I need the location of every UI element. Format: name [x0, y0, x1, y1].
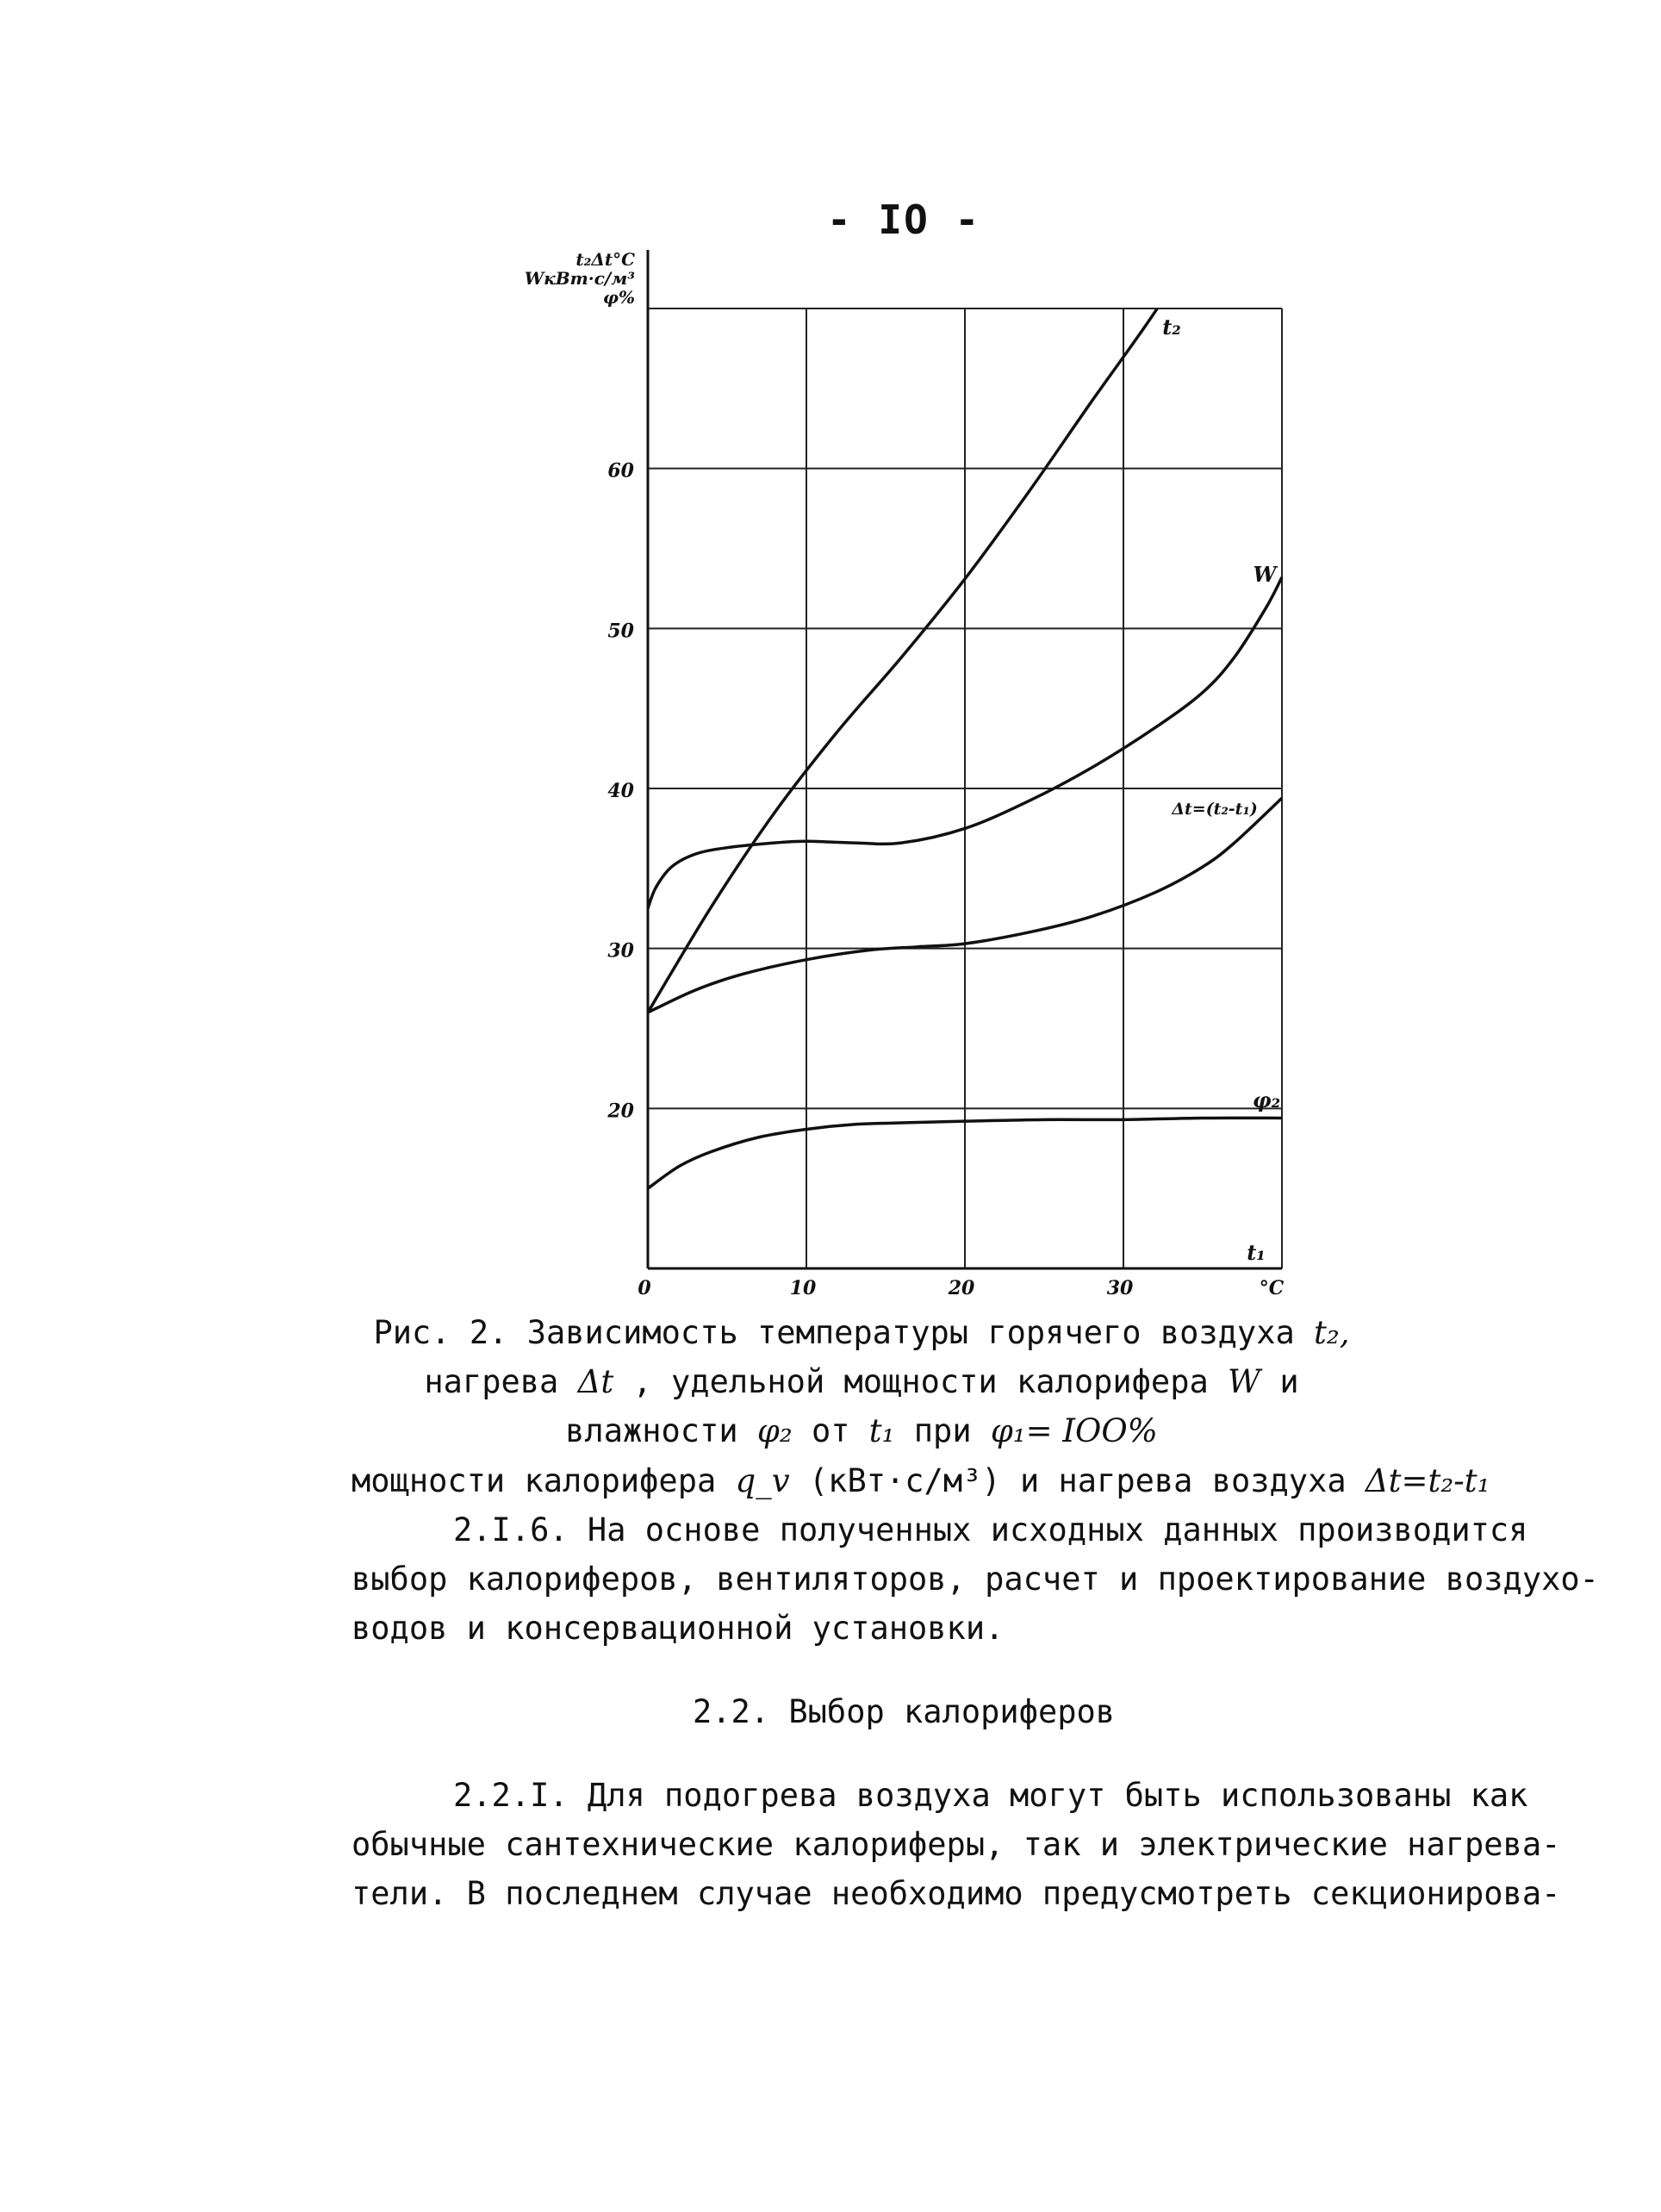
y-tick-label: 20 — [607, 1100, 634, 1123]
paragraph-2-1-6-line-2: выбор калориферов, вентиляторов, расчет и проектирование воздухо- — [351, 1561, 1599, 1598]
x-tick-label: 10 — [789, 1277, 817, 1299]
body-line-1: мощности калорифера q_v (кВт·с/м³) и нагрева воздуха Δt=t₂-t₁ — [351, 1462, 1490, 1499]
y-tick-label: 60 — [607, 459, 634, 483]
body-text — [351, 1456, 1599, 1918]
series-label-dt: Δt=(t₂-t₁) — [1172, 800, 1258, 819]
paragraph-2-1-6-line-3: водов и консервационной установки. — [351, 1610, 1005, 1647]
y-axis-label: WкBт·с/м³ — [524, 268, 635, 289]
paragraph-2-1-6: 2.I.6. На основе полученных исходных данных производится — [453, 1511, 1528, 1548]
y-tick-label: 30 — [607, 939, 634, 963]
x-tick-label: 30 — [1106, 1277, 1134, 1299]
caption-line-3: влажности φ₂ от t₁ при φ₁= IOO% — [565, 1412, 1158, 1449]
paragraph-2-2-1-line-2: обычные сантехнические калориферы, так и электрические нагрева- — [351, 1826, 1561, 1863]
paragraph-2-2-1: 2.2.I. Для подогрева воздуха могут быть использованы как — [453, 1777, 1528, 1814]
x-axis-label: t₁ — [1247, 1240, 1266, 1265]
x-tick-label: 20 — [948, 1277, 975, 1299]
y-axis-label: φ% — [602, 287, 635, 308]
y-tick-label: 40 — [607, 780, 634, 802]
paragraph-2-2-1-line-3: тели. В последнем случае необходимо предусмотреть секционирова- — [351, 1875, 1561, 1912]
caption-line-1: Рис. 2. Зависимость температуры горячего воздуха t₂, — [373, 1314, 1350, 1351]
series-label-phi2: φ₂ — [1252, 1087, 1281, 1112]
section-title: 2.2. Выбор калориферов — [693, 1693, 1116, 1730]
page-number: - IO - — [827, 196, 981, 243]
series-label-w: W — [1253, 562, 1277, 587]
series-t2-line — [648, 187, 1235, 1013]
x-tick-label: 0 — [638, 1277, 651, 1299]
series-label-t2: t₂ — [1162, 315, 1181, 340]
caption-line-2: нагрева Δt , удельной мощности калорифера W и — [424, 1363, 1299, 1400]
x-unit-label: °C — [1259, 1277, 1285, 1299]
figure-caption — [362, 1308, 1361, 1455]
y-tick-label: 50 — [607, 620, 634, 643]
y-axis-label: t₂Δt°C — [575, 249, 635, 270]
